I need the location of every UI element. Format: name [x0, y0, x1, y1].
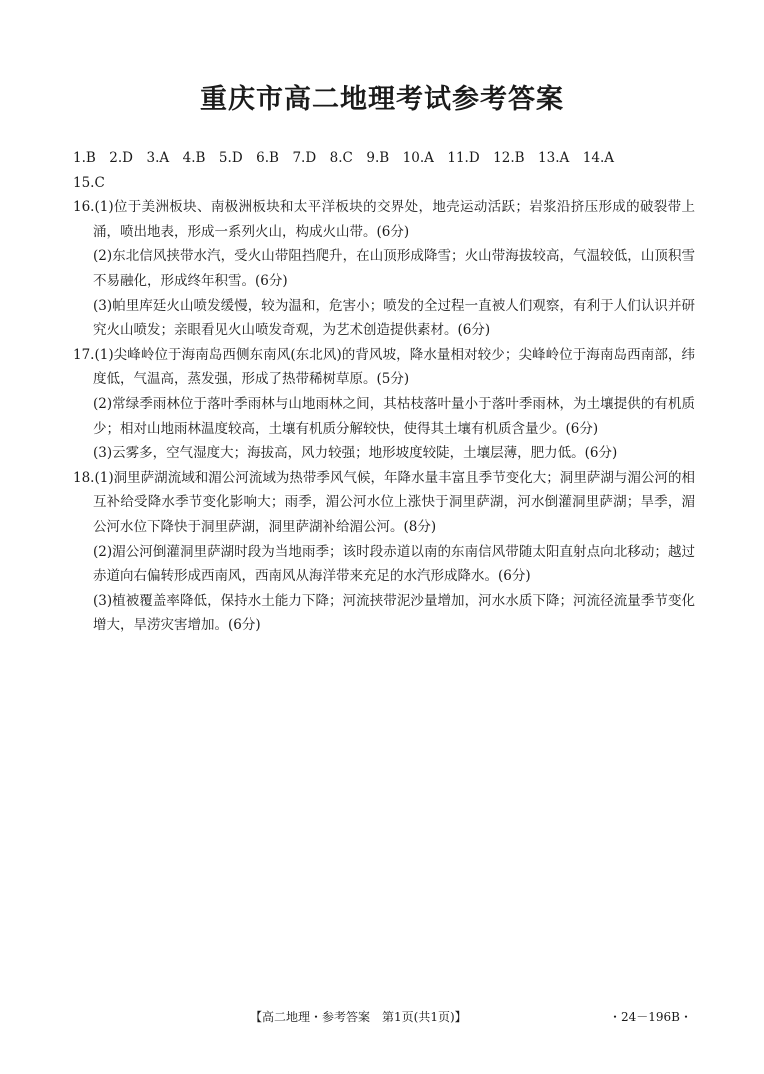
q17-part3: (3)云雾多，空气湿度大；海拔高，风力较强；地形坡度较陡，土壤层薄，肥力低。(6分) — [93, 445, 618, 462]
multiple-choice-answers-cont: 15.C — [73, 174, 105, 191]
page-title: 重庆市高二地理考试参考答案 — [200, 84, 564, 115]
q18-part1: 18.(1)洞里萨湖流域和湄公河流域为热带季风气候，年降水量丰富且季节变化大；洞里萨湖与湄公河的相互补给受降水季节变化影响大；雨季，湄公河水位上涨快于洞里萨湖，河水倒灌洞里萨湖；旱季，湄公河水位下降快于洞里萨湖，洞里萨湖补给湄公河。(8分) — [73, 469, 695, 535]
q16-part2: (2)东北信风挟带水汽，受火山带阻挡爬升，在山顶形成降雪；火山带海拔较高，气温较低，山顶积雪不易融化，形成终年积雪。(6分) — [93, 248, 695, 289]
q18-part3: (3)植被覆盖率降低，保持水土能力下降；河流挟带泥沙量增加，河水水质下降；河流径流量季节变化增大，旱涝灾害增加。(6分) — [93, 592, 695, 634]
q16-part3: (3)帕里库廷火山喷发缓慢，较为温和，危害小；喷发的全过程一直被人们观察，有利于人们认识并研究火山喷发；亲眼看见火山喷发奇观，为艺术创造提供素材。(6分) — [93, 297, 695, 339]
footer-doc-code: ・24－196B・ — [609, 1010, 692, 1024]
page-footer — [0, 1007, 764, 1027]
q16-part1: 16.(1)位于美洲板块、南极洲板块和太平洋板块的交界处，地壳运动活跃；岩浆沿挤压形成的破裂带上涌，喷出地表，形成一系列火山，构成火山带。(6分) — [73, 199, 695, 240]
answer-content — [73, 146, 695, 638]
footer-title: 【高二地理・参考答案 第1页(共1页)】 — [250, 1010, 467, 1024]
q17-part1: 17.(1)尖峰岭位于海南岛西侧东南风(东北风)的背风坡，降水量相对较少；尖峰岭位于海南岛西南部，纬度低，气温高，蒸发强，形成了热带稀树草原。(5分) — [73, 346, 695, 388]
q18-part2: (2)湄公河倒灌洞里萨湖时段为当地雨季；该时段赤道以南的东南信风带随太阳直射点向北移动；越过赤道向右偏转形成西南风，西南风从海洋带来充足的水汽形成降水。(6分) — [93, 543, 695, 585]
multiple-choice-answers: 1.B 2.D 3.A 4.B 5.D 6.B 7.D 8.C 9.B 10.A 11.D 12.B 13.A 14.A — [73, 150, 614, 166]
q17-part2: (2)常绿季雨林位于落叶季雨林与山地雨林之间，其枯枝落叶量小于落叶季雨林，为土壤提供的有机质少；相对山地雨林温度较高，土壤有机质分解较快，使得其土壤有机质含量少。(6分) — [93, 395, 695, 437]
